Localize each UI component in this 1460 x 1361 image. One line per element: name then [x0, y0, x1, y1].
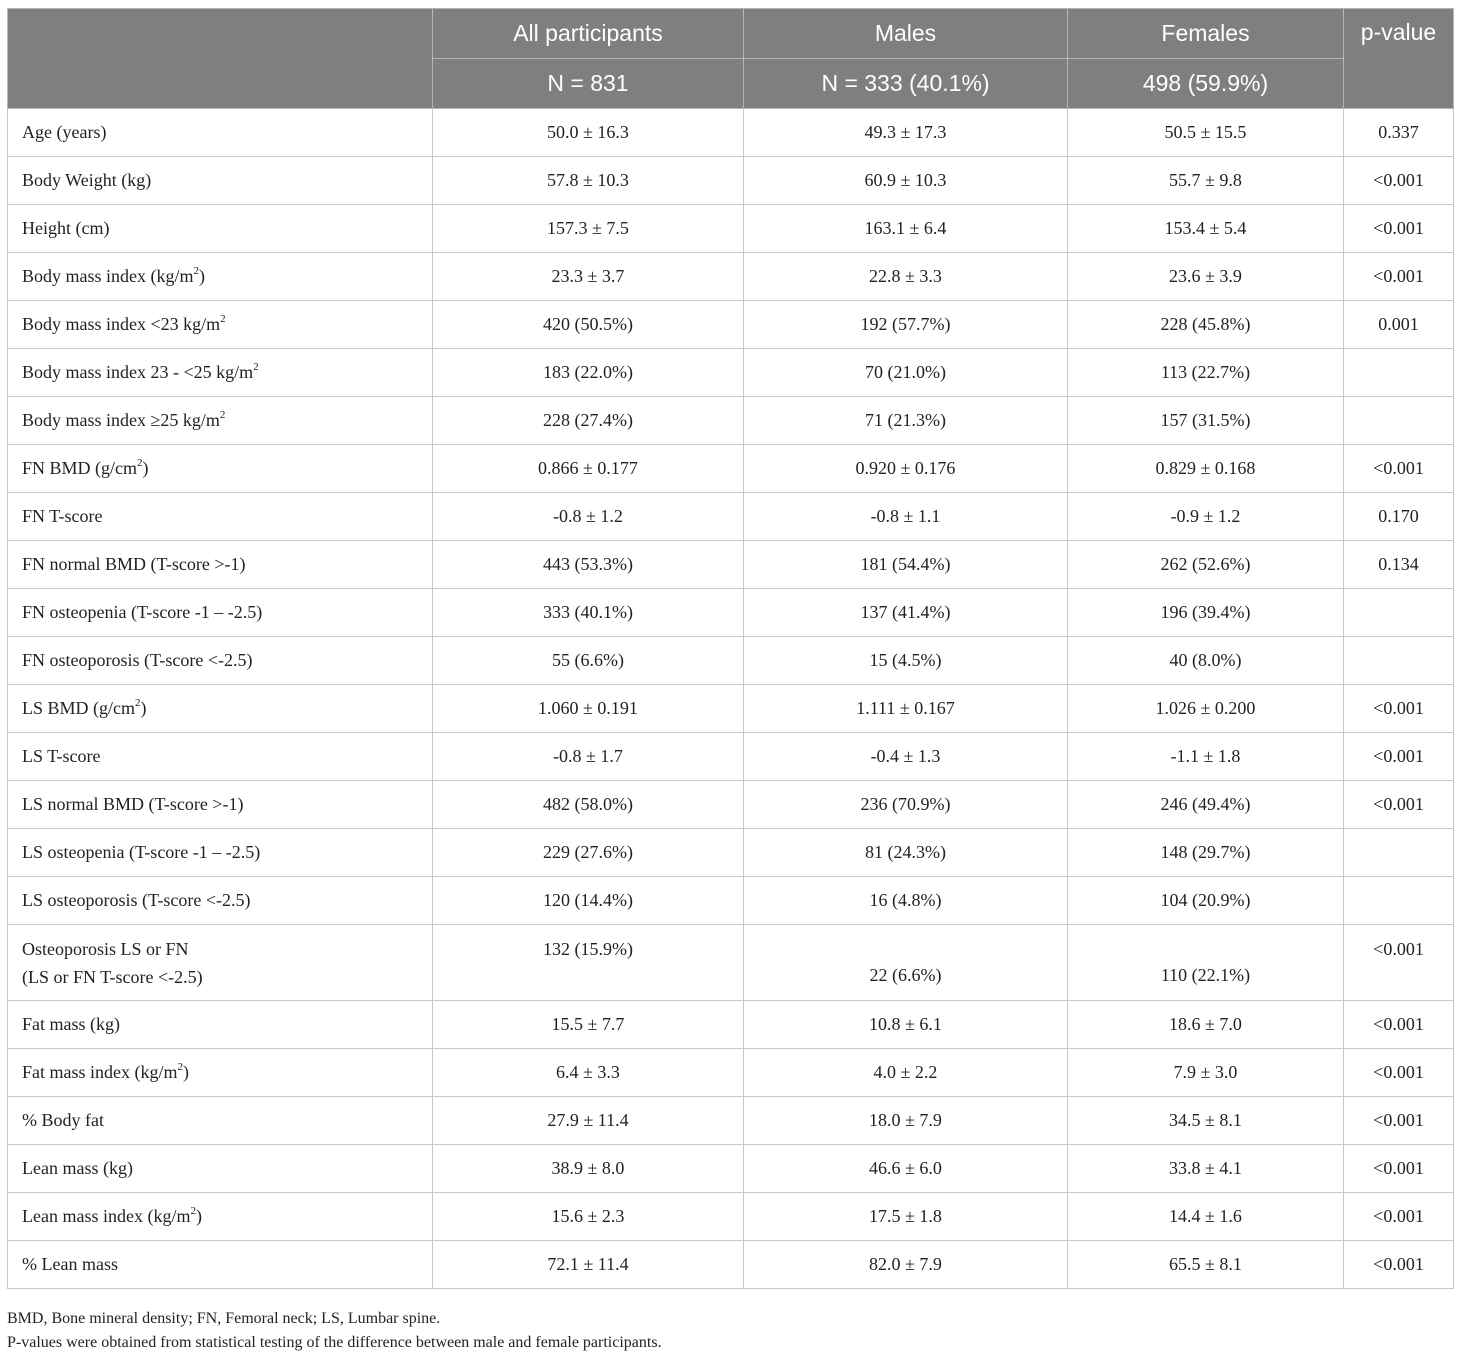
- row-label-text: % Lean mass: [22, 1254, 118, 1274]
- row-label: [8, 109, 433, 157]
- cell-p-value: 0.337: [1344, 109, 1454, 157]
- cell-males: -0.8 ± 1.1: [744, 493, 1068, 541]
- cell-all-participants: 482 (58.0%): [433, 781, 744, 829]
- cell-females: 246 (49.4%): [1068, 781, 1344, 829]
- cell-males: 236 (70.9%): [744, 781, 1068, 829]
- table-row: [8, 1193, 1454, 1241]
- cell-p-value: [1344, 349, 1454, 397]
- cell-females: 18.6 ± 7.0: [1068, 1001, 1344, 1049]
- cell-all-participants: 420 (50.5%): [433, 301, 744, 349]
- cell-males: 46.6 ± 6.0: [744, 1145, 1068, 1193]
- row-label: [8, 253, 433, 301]
- cell-females: 14.4 ± 1.6: [1068, 1193, 1344, 1241]
- row-label: [8, 589, 433, 637]
- cell-p-value: <0.001: [1344, 1049, 1454, 1097]
- cell-males: 137 (41.4%): [744, 589, 1068, 637]
- cell-all-participants: 0.866 ± 0.177: [433, 445, 744, 493]
- row-label-text: FN BMD (g/cm: [22, 458, 138, 478]
- header-row-titles: [8, 9, 1454, 59]
- table-row: [8, 781, 1454, 829]
- cell-p-value: [1344, 637, 1454, 685]
- row-label: [8, 829, 433, 877]
- row-label-text: Lean mass index (kg/m: [22, 1206, 191, 1226]
- row-label-text: Body mass index (kg/m: [22, 266, 194, 286]
- table-row: [8, 109, 1454, 157]
- cell-all-participants: 443 (53.3%): [433, 541, 744, 589]
- table-row: [8, 733, 1454, 781]
- cell-females: 148 (29.7%): [1068, 829, 1344, 877]
- table-row: [8, 205, 1454, 253]
- table-row: [8, 877, 1454, 925]
- cell-p-value: [1344, 829, 1454, 877]
- cell-males: 192 (57.7%): [744, 301, 1068, 349]
- row-label: [8, 1145, 433, 1193]
- cell-p-value: 0.001: [1344, 301, 1454, 349]
- cell-females: -1.1 ± 1.8: [1068, 733, 1344, 781]
- superscript: 2: [220, 313, 226, 325]
- row-label-text: LS osteoporosis (T-score <-2.5): [22, 890, 251, 910]
- cell-females: 110 (22.1%): [1068, 925, 1344, 1001]
- cell-males: 1.111 ± 0.167: [744, 685, 1068, 733]
- table-row: [8, 1097, 1454, 1145]
- superscript: 2: [135, 697, 141, 709]
- table-row: [8, 493, 1454, 541]
- superscript: 2: [190, 1205, 196, 1217]
- cell-all-participants: 55 (6.6%): [433, 637, 744, 685]
- cell-p-value: <0.001: [1344, 925, 1454, 1001]
- cell-females: 0.829 ± 0.168: [1068, 445, 1344, 493]
- cell-females: 23.6 ± 3.9: [1068, 253, 1344, 301]
- row-label-text: Body mass index ≥25 kg/m: [22, 410, 220, 430]
- cell-all-participants: 57.8 ± 10.3: [433, 157, 744, 205]
- row-label-tail: ): [183, 1062, 189, 1082]
- table-row: [8, 541, 1454, 589]
- cell-p-value: [1344, 877, 1454, 925]
- cell-all-participants: 15.6 ± 2.3: [433, 1193, 744, 1241]
- cell-all-participants: 229 (27.6%): [433, 829, 744, 877]
- cell-p-value: <0.001: [1344, 1097, 1454, 1145]
- header-n-females: 498 (59.9%): [1068, 59, 1344, 109]
- header-empty-cell: [8, 9, 433, 109]
- row-label-tail: ): [142, 458, 149, 478]
- cell-p-value: <0.001: [1344, 445, 1454, 493]
- row-label-tail: ): [195, 1206, 202, 1226]
- superscript: 2: [177, 1061, 183, 1073]
- row-label: [8, 493, 433, 541]
- cell-males: 70 (21.0%): [744, 349, 1068, 397]
- table-container: [7, 8, 1453, 1289]
- cell-males: 4.0 ± 2.2: [744, 1049, 1068, 1097]
- row-label: [8, 445, 433, 493]
- cell-females: 104 (20.9%): [1068, 877, 1344, 925]
- cell-all-participants: -0.8 ± 1.2: [433, 493, 744, 541]
- cell-p-value: <0.001: [1344, 1193, 1454, 1241]
- row-label: [8, 1001, 433, 1049]
- row-label-tail: ): [199, 266, 205, 286]
- cell-females: 113 (22.7%): [1068, 349, 1344, 397]
- cell-females: 196 (39.4%): [1068, 589, 1344, 637]
- row-label-text: Height (cm): [22, 218, 110, 238]
- cell-p-value: 0.170: [1344, 493, 1454, 541]
- cell-all-participants: 6.4 ± 3.3: [433, 1049, 744, 1097]
- cell-females: 262 (52.6%): [1068, 541, 1344, 589]
- superscript: 2: [219, 409, 226, 421]
- row-label-text: Fat mass index (kg/m: [22, 1062, 178, 1082]
- cell-all-participants: 228 (27.4%): [433, 397, 744, 445]
- cell-all-participants: 38.9 ± 8.0: [433, 1145, 744, 1193]
- table-row: [8, 589, 1454, 637]
- cell-p-value: [1344, 397, 1454, 445]
- table-row: [8, 1001, 1454, 1049]
- cell-males: 15 (4.5%): [744, 637, 1068, 685]
- table-row: [8, 397, 1454, 445]
- superscript: 2: [137, 457, 143, 469]
- cell-males: 81 (24.3%): [744, 829, 1068, 877]
- cell-females: 65.5 ± 8.1: [1068, 1241, 1344, 1289]
- cell-males: -0.4 ± 1.3: [744, 733, 1068, 781]
- row-label-tail: ): [140, 698, 147, 718]
- cell-females: 153.4 ± 5.4: [1068, 205, 1344, 253]
- row-label: [8, 541, 433, 589]
- row-label: [8, 1193, 433, 1241]
- row-label: [8, 349, 433, 397]
- row-label: [8, 877, 433, 925]
- row-label-line2: (LS or FN T-score <-2.5): [22, 966, 203, 987]
- table-row: [8, 1241, 1454, 1289]
- row-label-text: Fat mass (kg): [22, 1014, 120, 1034]
- row-label: [8, 781, 433, 829]
- cell-p-value: 0.134: [1344, 541, 1454, 589]
- row-label-text: FN osteoporosis (T-score <-2.5): [22, 650, 253, 670]
- row-label-text: FN T-score: [22, 506, 103, 526]
- row-label: [8, 397, 433, 445]
- cell-females: -0.9 ± 1.2: [1068, 493, 1344, 541]
- table-row: [8, 1145, 1454, 1193]
- cell-females: 228 (45.8%): [1068, 301, 1344, 349]
- cell-males: 82.0 ± 7.9: [744, 1241, 1068, 1289]
- cell-males: 17.5 ± 1.8: [744, 1193, 1068, 1241]
- row-label: [8, 733, 433, 781]
- cell-males: 10.8 ± 6.1: [744, 1001, 1068, 1049]
- cell-males: 71 (21.3%): [744, 397, 1068, 445]
- row-label: [8, 925, 433, 1001]
- footnote-abbreviations: BMD, Bone mineral density; FN, Femoral neck; LS, Lumbar spine.: [7, 1310, 441, 1327]
- cell-males: 16 (4.8%): [744, 877, 1068, 925]
- table-row: [8, 1049, 1454, 1097]
- cell-p-value: <0.001: [1344, 205, 1454, 253]
- row-label-text: FN osteopenia (T-score -1 – -2.5): [22, 602, 263, 622]
- cell-males: 163.1 ± 6.4: [744, 205, 1068, 253]
- table-header: [8, 9, 1454, 109]
- cell-males: 49.3 ± 17.3: [744, 109, 1068, 157]
- cell-females: 40 (8.0%): [1068, 637, 1344, 685]
- cell-females: 50.5 ± 15.5: [1068, 109, 1344, 157]
- cell-all-participants: 50.0 ± 16.3: [433, 109, 744, 157]
- row-label-text: LS BMD (g/cm: [22, 698, 136, 718]
- cell-females: 157 (31.5%): [1068, 397, 1344, 445]
- row-label-text: % Body fat: [22, 1110, 104, 1130]
- cell-p-value: <0.001: [1344, 157, 1454, 205]
- cell-females: 33.8 ± 4.1: [1068, 1145, 1344, 1193]
- table-row: [8, 685, 1454, 733]
- row-label: [8, 301, 433, 349]
- cell-p-value: <0.001: [1344, 685, 1454, 733]
- row-label-text: Body Weight (kg): [22, 170, 152, 190]
- cell-all-participants: 1.060 ± 0.191: [433, 685, 744, 733]
- row-label: [8, 157, 433, 205]
- row-label: [8, 1049, 433, 1097]
- row-label-line1: Osteoporosis LS or FN: [22, 938, 189, 959]
- cell-p-value: <0.001: [1344, 1145, 1454, 1193]
- cell-all-participants: 183 (22.0%): [433, 349, 744, 397]
- row-label-text: LS T-score: [22, 746, 101, 766]
- row-label-text: Age (years): [22, 122, 107, 142]
- row-label: [8, 205, 433, 253]
- table-row: [8, 253, 1454, 301]
- table-row: [8, 829, 1454, 877]
- superscript: 2: [193, 265, 199, 277]
- row-label-text: Body mass index 23 - <25 kg/m: [22, 362, 254, 382]
- row-label-text: Lean mass (kg): [22, 1158, 133, 1178]
- cell-males: 22.8 ± 3.3: [744, 253, 1068, 301]
- table-body: [8, 109, 1454, 1289]
- header-n-all: N = 831: [433, 59, 744, 109]
- cell-males: 18.0 ± 7.9: [744, 1097, 1068, 1145]
- footnote-pvalue: P-values were obtained from statistical testing of the difference between male and female participants.: [7, 1334, 662, 1351]
- row-label: [8, 1097, 433, 1145]
- cell-males: 0.920 ± 0.176: [744, 445, 1068, 493]
- characteristics-table: [7, 8, 1454, 1289]
- row-label-text: FN normal BMD (T-score >-1): [22, 554, 246, 574]
- cell-p-value: <0.001: [1344, 253, 1454, 301]
- header-females: Females: [1068, 9, 1344, 59]
- cell-p-value: <0.001: [1344, 1241, 1454, 1289]
- row-label: [8, 637, 433, 685]
- cell-males: 181 (54.4%): [744, 541, 1068, 589]
- cell-females: 55.7 ± 9.8: [1068, 157, 1344, 205]
- table-row: [8, 925, 1454, 1001]
- cell-p-value: <0.001: [1344, 1001, 1454, 1049]
- cell-females: 1.026 ± 0.200: [1068, 685, 1344, 733]
- header-all-participants: All participants: [433, 9, 744, 59]
- cell-all-participants: -0.8 ± 1.7: [433, 733, 744, 781]
- table-row: [8, 445, 1454, 493]
- row-label: [8, 1241, 433, 1289]
- cell-all-participants: 23.3 ± 3.7: [433, 253, 744, 301]
- cell-p-value: [1344, 589, 1454, 637]
- table-row: [8, 301, 1454, 349]
- cell-all-participants: 333 (40.1%): [433, 589, 744, 637]
- cell-all-participants: 15.5 ± 7.7: [433, 1001, 744, 1049]
- cell-females: 7.9 ± 3.0: [1068, 1049, 1344, 1097]
- table-row: [8, 637, 1454, 685]
- cell-females: 34.5 ± 8.1: [1068, 1097, 1344, 1145]
- cell-all-participants: 157.3 ± 7.5: [433, 205, 744, 253]
- row-label-text: LS osteopenia (T-score -1 – -2.5): [22, 842, 261, 862]
- row-label: [8, 685, 433, 733]
- header-n-males: N = 333 (40.1%): [744, 59, 1068, 109]
- cell-all-participants: 132 (15.9%): [433, 925, 744, 1001]
- row-label-text: LS normal BMD (T-score >-1): [22, 794, 244, 814]
- table-row: [8, 157, 1454, 205]
- table-row: [8, 349, 1454, 397]
- cell-all-participants: 120 (14.4%): [433, 877, 744, 925]
- header-males: Males: [744, 9, 1068, 59]
- table-footnotes: [7, 1307, 662, 1355]
- cell-all-participants: 27.9 ± 11.4: [433, 1097, 744, 1145]
- cell-males: 60.9 ± 10.3: [744, 157, 1068, 205]
- cell-all-participants: 72.1 ± 11.4: [433, 1241, 744, 1289]
- cell-p-value: <0.001: [1344, 733, 1454, 781]
- superscript: 2: [253, 361, 259, 373]
- cell-p-value: <0.001: [1344, 781, 1454, 829]
- cell-males: 22 (6.6%): [744, 925, 1068, 1001]
- header-p-value: p-value: [1344, 9, 1454, 109]
- row-label-text: Body mass index <23 kg/m: [22, 314, 221, 334]
